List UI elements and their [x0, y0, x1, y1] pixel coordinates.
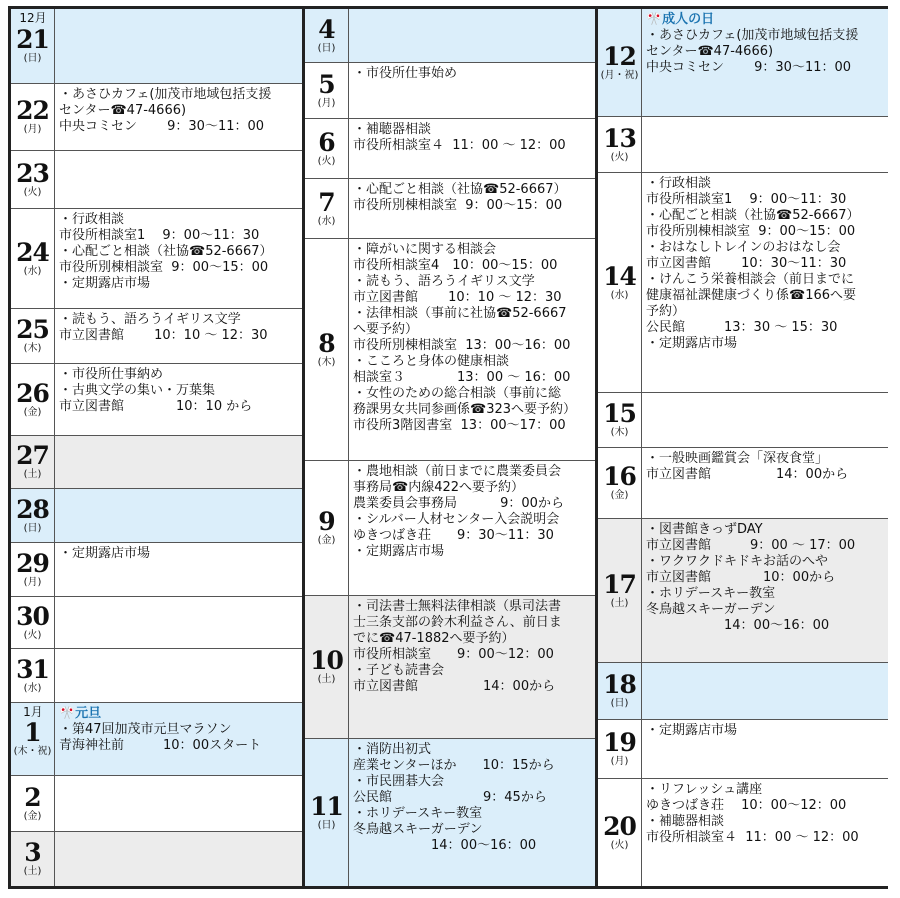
day-events [642, 448, 888, 518]
event-line: 市役所3階図書室 13：00～17：00 [353, 418, 566, 433]
event-line: ・行政相談 [646, 176, 712, 191]
day-events [55, 309, 302, 363]
day-events [55, 489, 302, 542]
event-line: ・心配ごと相談（社協☎52-6667） [646, 208, 860, 223]
weekday-label: (火) [317, 155, 336, 167]
weekday-label: (木) [23, 343, 42, 354]
weekday-label: (火) [23, 629, 42, 641]
day-row [305, 119, 595, 179]
day-cell [11, 543, 55, 596]
event-line: ・リフレッシュ講座 [646, 782, 763, 797]
event-line: ・市役所仕事納め [59, 367, 164, 382]
event-line: 市役所別棟相談室 9：00～15：00 [353, 198, 563, 213]
event-line: ・ホリデースキー教室 [353, 806, 483, 821]
day-number: 28 [16, 494, 49, 524]
day-events [642, 393, 888, 447]
event-line: 市立図書館 10：30～11：30 [646, 256, 847, 271]
event-line: ・あさひカフェ(加茂市地域包括支援 [646, 28, 859, 43]
day-cell [11, 776, 55, 831]
weekday-label: (火) [610, 839, 629, 851]
day-cell [305, 179, 349, 238]
event-line: 14：00～16：00 [353, 838, 537, 853]
day-row [305, 239, 595, 461]
event-line: ・行政相談 [59, 212, 125, 227]
day-cell [11, 649, 55, 702]
event-line: ・定期露店市場 [646, 336, 738, 351]
event-line: ・ホリデースキー教室 [646, 586, 776, 601]
weekday-label: (土) [610, 597, 629, 609]
day-events [642, 9, 888, 116]
day-cell [11, 489, 55, 542]
event-line: ・古典文学の集い・万葉集 [59, 383, 216, 398]
day-cell [305, 461, 349, 595]
day-row [305, 739, 595, 886]
event-line: へ要予約） [353, 322, 419, 337]
day-cell [11, 9, 55, 83]
weekday-label: (日) [610, 698, 629, 709]
weekday-label: (水) [317, 215, 336, 227]
event-line: 市役所相談室 9：00～12：00 [353, 647, 554, 662]
event-line: ・補聴器相談 [646, 814, 725, 829]
day-cell [11, 832, 55, 886]
holiday-label: 🎌元旦 [59, 706, 102, 721]
day-row [598, 9, 888, 117]
day-events [642, 663, 888, 719]
event-line: 士三条支部の鈴木利益さん、前日ま [353, 615, 562, 630]
day-number: 16 [603, 462, 636, 491]
day-events [642, 519, 888, 662]
day-number: 29 [16, 548, 49, 578]
day-row [598, 779, 888, 886]
day-events [349, 239, 595, 460]
day-events [349, 179, 595, 238]
event-line: ・定期露店市場 [353, 544, 445, 559]
event-line: ・心配ごと相談（社協☎52-6667） [353, 182, 567, 197]
day-row [305, 461, 595, 596]
day-cell [305, 596, 349, 738]
day-number: 17 [603, 569, 636, 599]
event-line: 市役所相談室4 10：00～15：00 [353, 258, 558, 273]
day-number: 7 [318, 187, 335, 217]
event-line: 市立図書館 14：00から [646, 467, 849, 482]
day-events [55, 436, 302, 488]
day-events [55, 84, 302, 150]
day-cell [598, 720, 642, 778]
day-events [349, 739, 595, 886]
event-line: ・法律相談（事前に社協☎52-6667 [353, 306, 567, 321]
day-number: 20 [603, 811, 636, 841]
weekday-label: (水) [610, 289, 629, 301]
event-line: 市立図書館 10：00から [646, 570, 836, 585]
day-number: 5 [318, 69, 335, 99]
day-row [11, 832, 302, 886]
day-cell [11, 84, 55, 150]
event-line: 市役所別棟相談室 9：00～15：00 [646, 224, 856, 239]
day-cell [305, 739, 349, 886]
event-line: ・けんこう栄養相談会（前日までに [646, 272, 855, 287]
event-line: ・農地相談（前日までに農業委員会 [353, 464, 562, 479]
day-number: 8 [318, 328, 335, 358]
day-row [598, 173, 888, 393]
weekday-label: (月) [23, 124, 42, 135]
event-line: ・あさひカフェ(加茂市地域包括支援 [59, 87, 272, 102]
weekday-label: (日) [317, 42, 336, 54]
weekday-label: (火) [23, 186, 42, 198]
event-line: 公民館 9：45から [353, 790, 547, 805]
day-events [349, 9, 595, 62]
weekday-label: (木・祝) [13, 746, 52, 757]
event-line: ・定期露店市場 [59, 546, 151, 561]
calendar-column-1 [11, 9, 302, 886]
day-events [55, 209, 302, 308]
day-number: 23 [16, 158, 49, 188]
day-events [349, 63, 595, 118]
day-cell [305, 63, 349, 118]
day-cell [305, 9, 349, 62]
event-line: ・ワクワクドキドキお話のへや [646, 554, 829, 569]
weekday-label: (日) [317, 819, 336, 831]
event-line: 務課男女共同参画係☎323へ要予約） [353, 402, 577, 417]
day-number: 21 [16, 25, 49, 54]
weekday-label: (月) [317, 97, 336, 109]
event-line: 14：00～16：00 [646, 618, 830, 633]
event-line: ・一般映画鑑賞会「深夜食堂」 [646, 451, 829, 466]
day-row [598, 448, 888, 519]
event-line: 市立図書館 10：10 から [59, 399, 253, 414]
day-events [642, 720, 888, 778]
event-line: ・消防出初式 [353, 742, 432, 757]
day-row [11, 489, 302, 543]
day-events [642, 173, 888, 392]
weekday-label: (水) [23, 682, 42, 694]
event-line: 市役所相談室1 9：00～11：30 [646, 192, 847, 207]
day-number: 31 [16, 654, 49, 684]
day-number: 6 [318, 127, 335, 157]
day-row [598, 393, 888, 448]
weekday-label: (土) [23, 866, 42, 877]
event-line: 農業委員会事務局 9：00から [353, 496, 564, 511]
event-line: ・図書館きっずDAY [646, 522, 763, 537]
month-label: 1月 [23, 705, 43, 719]
day-cell [598, 117, 642, 172]
event-line: 産業センターほか 10：15から [353, 758, 555, 773]
weekday-label: (日) [23, 522, 42, 534]
weekday-label: (木) [610, 427, 629, 438]
weekday-label: (土) [23, 469, 42, 480]
day-cell [598, 519, 642, 662]
day-events [642, 779, 888, 886]
event-line: 市役所相談室４ 11：00 ～ 12：00 [646, 830, 859, 845]
day-events [55, 597, 302, 648]
event-line: センター☎47-4666) [59, 103, 187, 118]
day-number: 12 [603, 41, 636, 71]
event-line: ・おはなしトレインのおはなし会 [646, 240, 841, 255]
day-events [349, 596, 595, 738]
event-line: ・子ども読書会 [353, 663, 445, 678]
day-events [349, 119, 595, 178]
event-line: ・読もう、語ろうイギリス文学 [59, 312, 241, 327]
day-number: 13 [603, 123, 636, 153]
event-line: 中央コミセン 9：30～11：00 [59, 119, 265, 134]
day-events [55, 364, 302, 435]
day-events [55, 832, 302, 886]
day-row [598, 720, 888, 779]
day-cell [11, 309, 55, 363]
calendar-column-3 [598, 9, 888, 886]
day-number: 14 [603, 261, 636, 291]
day-number: 25 [16, 315, 49, 344]
event-calendar [8, 6, 888, 889]
day-row [11, 84, 302, 151]
day-cell [598, 663, 642, 719]
event-line: ・女性のための総合相談（事前に総 [353, 386, 562, 401]
day-events [55, 649, 302, 702]
day-cell [11, 364, 55, 435]
event-line: ・市民囲碁大会 [353, 774, 445, 789]
day-number: 10 [310, 646, 343, 675]
event-line: 市立図書館 10：10 ～ 12：30 [59, 328, 268, 343]
event-line: ・シルバー人材センター入会説明会 [353, 512, 560, 527]
day-number: 15 [603, 399, 636, 428]
holiday-label: 🎌成人の日 [646, 12, 715, 27]
day-cell [11, 436, 55, 488]
day-number: 4 [318, 14, 335, 44]
day-events [349, 461, 595, 595]
day-events [55, 543, 302, 596]
day-cell [11, 151, 55, 208]
day-row [305, 596, 595, 739]
day-number: 9 [318, 507, 335, 536]
day-row [11, 543, 302, 597]
day-row [11, 309, 302, 364]
weekday-label: (月・祝) [600, 69, 639, 81]
event-line: 市役所別棟相談室 13：00～16：00 [353, 338, 571, 353]
day-row [11, 703, 302, 776]
month-label: 12月 [19, 11, 47, 25]
day-row [305, 179, 595, 239]
event-line: ・補聴器相談 [353, 122, 432, 137]
day-number: 26 [16, 378, 49, 408]
day-row [11, 209, 302, 309]
weekday-label: (月) [610, 756, 629, 767]
event-line: 市役所別棟相談室 9：00～15：00 [59, 260, 269, 275]
day-cell [598, 173, 642, 392]
event-line: ゆきつばき荘 10：00～12：00 [646, 798, 847, 813]
weekday-label: (月) [23, 576, 42, 588]
event-line: 市立図書館 14：00から [353, 679, 556, 694]
day-events [55, 703, 302, 775]
weekday-label: (木) [317, 356, 336, 368]
weekday-label: (日) [23, 53, 42, 64]
day-row [305, 63, 595, 119]
event-line: ・司法書士無料法律相談（県司法書 [353, 599, 562, 614]
day-number: 27 [16, 441, 49, 470]
day-number: 11 [310, 791, 343, 821]
weekday-label: (金) [23, 406, 42, 418]
day-row [305, 9, 595, 63]
weekday-label: (金) [610, 490, 629, 501]
event-line: 市立図書館 10：10 ～ 12：30 [353, 290, 562, 305]
day-number: 3 [24, 838, 41, 867]
day-cell [305, 119, 349, 178]
event-line: センター☎47-4666) [646, 44, 774, 59]
weekday-label: (土) [317, 674, 336, 685]
event-line: ・障がいに関する相談会 [353, 242, 497, 257]
day-number: 19 [603, 728, 636, 757]
weekday-label: (火) [610, 151, 629, 163]
day-cell [11, 597, 55, 648]
event-line: ・こころと身体の健康相談 [353, 354, 510, 369]
day-row [11, 776, 302, 832]
weekday-label: (金) [23, 810, 42, 822]
event-line: 中央コミセン 9：30～11：00 [646, 60, 852, 75]
event-line: ・心配ごと相談（社協☎52-6667） [59, 244, 273, 259]
weekday-label: (水) [23, 265, 42, 277]
day-cell [11, 703, 55, 775]
day-number: 1 [24, 718, 41, 747]
weekday-label: (金) [317, 535, 336, 546]
day-row [11, 649, 302, 703]
calendar-column-2 [305, 9, 595, 886]
event-line: ・第47回加茂市元旦マラソン [59, 722, 232, 737]
day-cell [598, 448, 642, 518]
day-row [598, 663, 888, 720]
day-row [11, 9, 302, 84]
day-row [11, 364, 302, 436]
day-cell [598, 779, 642, 886]
day-events [55, 776, 302, 831]
event-line: 公民館 13：30 ～ 15：30 [646, 320, 838, 335]
event-line: ・定期露店市場 [59, 276, 151, 291]
event-line: 冬鳥越スキーガーデン [353, 822, 483, 837]
event-line: 市役所相談室1 9：00～11：30 [59, 228, 260, 243]
event-line: ・読もう、語ろうイギリス文学 [353, 274, 535, 289]
day-number: 18 [603, 670, 636, 699]
day-row [598, 519, 888, 663]
event-line: 市役所相談室４ 11：00 ～ 12：00 [353, 138, 566, 153]
day-cell [598, 393, 642, 447]
event-line: 予約） [646, 304, 686, 319]
day-events [55, 151, 302, 208]
event-line: 健康福祉課健康づくり係☎166へ要 [646, 288, 857, 303]
day-number: 22 [16, 96, 49, 125]
event-line: 事務局☎内線422へ要予約） [353, 480, 525, 495]
event-line: でに☎47-1882へ要予約） [353, 631, 515, 646]
day-number: 2 [24, 782, 41, 812]
event-line: 青海神社前 10：00スタート [59, 738, 262, 753]
day-row [11, 151, 302, 209]
day-number: 24 [16, 237, 49, 267]
day-events [55, 9, 302, 83]
event-line: 冬鳥越スキーガーデン [646, 602, 776, 617]
day-row [598, 117, 888, 173]
day-row [11, 436, 302, 489]
day-number: 30 [16, 601, 49, 631]
day-cell [305, 239, 349, 460]
day-events [642, 117, 888, 172]
event-line: ・市役所仕事始め [353, 66, 458, 81]
event-line: 相談室３ 13：00 ～ 16：00 [353, 370, 571, 385]
day-cell [11, 209, 55, 308]
event-line: 市立図書館 9：00 ～ 17：00 [646, 538, 856, 553]
day-row [11, 597, 302, 649]
event-line: ・定期露店市場 [646, 723, 738, 738]
day-cell [598, 9, 642, 116]
event-line: ゆきつばき荘 9：30～11：30 [353, 528, 554, 543]
